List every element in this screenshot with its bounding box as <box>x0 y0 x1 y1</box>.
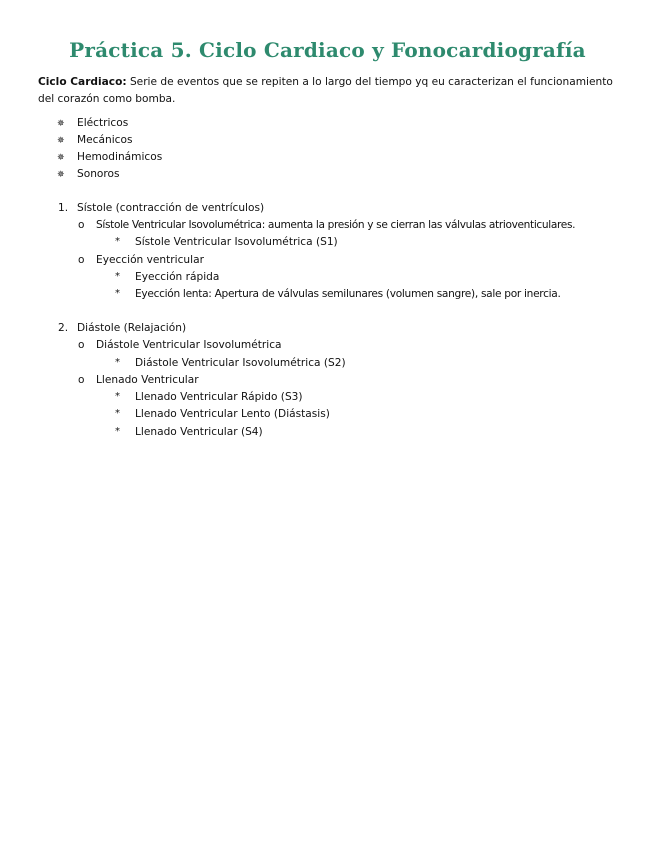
star-bullet-icon: * <box>115 271 120 282</box>
outline-subitem: Llenado Ventricular <box>96 374 199 386</box>
outline-subsubitem: Eyección lenta: Apertura de válvulas semilunares (volumen sangre), sale por inercia. <box>135 288 561 300</box>
star-bullet-icon: * <box>115 357 120 368</box>
outline-subitem: Sístole Ventricular Isovolumétrica: aumenta la presión y se cierran las válvulas atrioventiculares. <box>96 219 576 231</box>
star-bullet-icon: * <box>115 236 120 247</box>
list-number: 1. <box>58 202 69 214</box>
page-title: Práctica 5. Ciclo Cardiaco y Fonocardiografía <box>69 38 586 62</box>
intro-term: Ciclo Cardiaco: <box>38 76 127 88</box>
intro-text: Serie de eventos que se repiten a lo largo del tiempo yq eu caracterizan el funcionamiento del corazón como bomba. <box>38 76 613 105</box>
bullet-icon: ✵ <box>57 170 65 180</box>
intro-paragraph <box>38 74 620 108</box>
outline-subitem: Eyección ventricular <box>96 254 204 266</box>
outline-subitem: Diástole Ventricular Isovolumétrica <box>96 339 282 351</box>
sub-bullet-marker: o <box>78 254 85 266</box>
category-item: Eléctricos <box>77 117 129 129</box>
outline-item-diastole: Diástole (Relajación) <box>77 322 187 334</box>
outline-subsubitem: Eyección rápida <box>135 271 220 283</box>
outline-item-systole: Sístole (contracción de ventrículos) <box>77 202 265 214</box>
outline-subsubitem: Sístole Ventricular Isovolumétrica (S1) <box>135 236 338 248</box>
sub-bullet-marker: o <box>78 374 85 386</box>
star-bullet-icon: * <box>115 426 120 437</box>
bullet-icon: ✵ <box>57 136 65 146</box>
sub-bullet-marker: o <box>78 219 85 231</box>
bullet-icon: ✵ <box>57 153 65 163</box>
outline-subsubitem: Llenado Ventricular Lento (Diástasis) <box>135 408 330 420</box>
star-bullet-icon: * <box>115 408 120 419</box>
category-item: Mecánicos <box>77 134 133 146</box>
outline-subsubitem: Llenado Ventricular Rápido (S3) <box>135 391 303 403</box>
category-item: Sonoros <box>77 168 120 180</box>
list-number: 2. <box>58 322 69 334</box>
star-bullet-icon: * <box>115 288 120 299</box>
sub-bullet-marker: o <box>78 339 85 351</box>
outline-subsubitem: Diástole Ventricular Isovolumétrica (S2) <box>135 357 346 369</box>
category-item: Hemodinámicos <box>77 151 163 163</box>
star-bullet-icon: * <box>115 391 120 402</box>
outline-subsubitem: Llenado Ventricular (S4) <box>135 426 263 438</box>
bullet-icon: ✵ <box>57 119 65 129</box>
